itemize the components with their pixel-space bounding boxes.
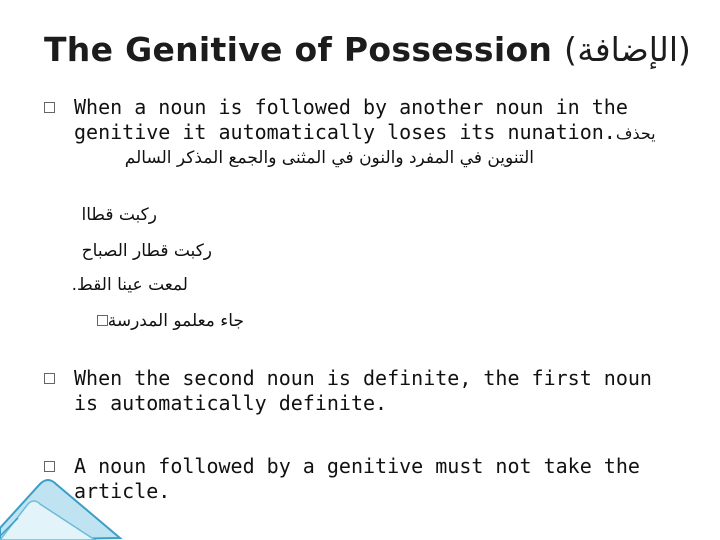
square-bullet-icon xyxy=(97,315,108,326)
example-4-text: جاء معلمو المدرسة xyxy=(107,311,244,331)
title-arabic: (الإضافة) xyxy=(564,30,692,69)
square-bullet-icon xyxy=(44,461,55,472)
title-english: The Genitive of Possession xyxy=(44,30,553,69)
slide-title xyxy=(44,30,692,69)
example-4 xyxy=(93,311,244,331)
square-bullet-icon xyxy=(44,102,55,113)
bullet-definite xyxy=(54,366,674,416)
bullet-article xyxy=(54,454,674,504)
bullet-2-line-2: is automatically definite. xyxy=(74,391,388,415)
example-1: ركبت قطاا xyxy=(81,205,157,225)
bullet-1-arabic-tail: يحذف xyxy=(615,124,656,143)
bullet-3-line-1: A noun followed by a genitive must not take the xyxy=(74,454,640,478)
example-2: ركبت قطار الصباح xyxy=(81,241,212,261)
arabic-rule-line: التنوين في المفرد والنون في المثنى والجمع المذكر السالم xyxy=(124,148,534,168)
bullet-1-line-1: When a noun is followed by another noun in the xyxy=(74,95,628,119)
bullet-1-line-2: genitive it automatically loses its nunation. xyxy=(74,120,616,144)
bullet-3-line-2: article. xyxy=(74,479,171,503)
bullet-2-line-1: When the second noun is definite, the first noun xyxy=(74,366,652,390)
bullet-nunation xyxy=(54,95,674,146)
square-bullet-icon xyxy=(44,373,55,384)
example-3: لمعت عينا القط. xyxy=(71,275,188,295)
